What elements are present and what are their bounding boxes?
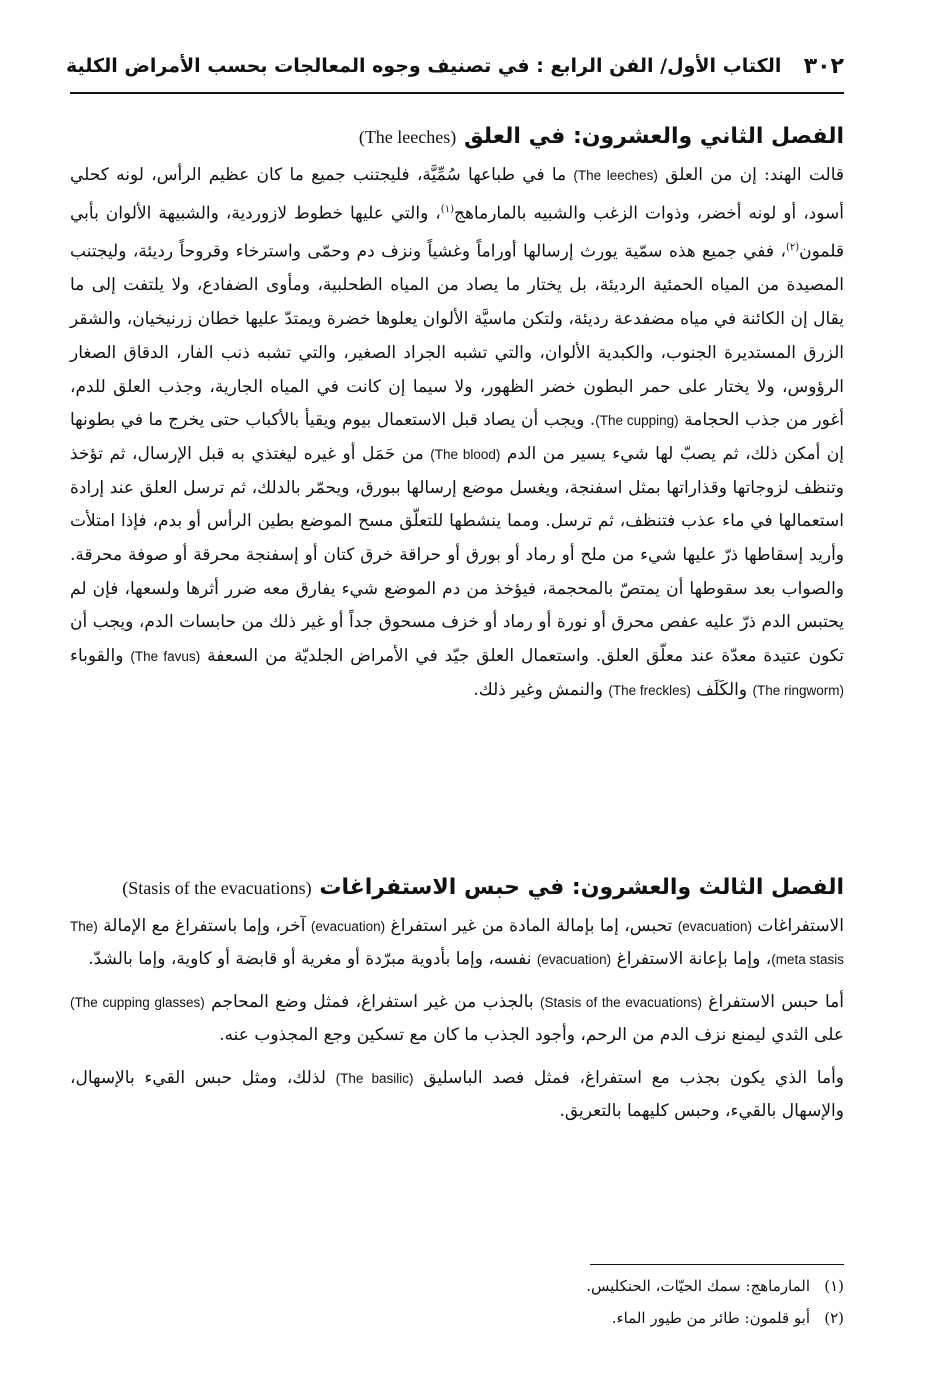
text-run: ، ففي جميع هذه سمّية يورث إرسالها أوراماً وغشياً ونزف دم وحمّى واسترخاء وقروحاً رديئة، وليجتنب المصيدة من المياه الحمئية الرديئة، بل يختار ما يصاد من المياه الطحلبية، ومأوى الضفادع، ولا يلتفت إلى ما يقال إن الكائنة في مياه مضفدعة رديئة، ولتكن ماسيَّة الألوان يعلوها خضرة ويمتدّ عليها خطان زرنيخيان، والشقر الزرق المستديرة الجنوب، والكبدية الألوان، والتي تشبه الجراد الصغير، والتي تشبه ذنب الفار، الدقاق الصغار الرؤوس، ولا يختار على حمر البطون خضر الظهور، ولا سيما إن كانت في المياه الجارية، وجذب العلق للدم، أغور من جذب الحجامة xyxy=(70,241,844,431)
footnotes xyxy=(70,1270,844,1334)
text-run: . ويجب أن يصاد قبل الاستعمال بيوم ويقيأ بالأكباب حتى يخرج ما في بطونها إن أمكن ذلك، ثم يصبّ لها شيء يسير من الدم xyxy=(70,410,845,464)
text-run: ما في طباعها سُمِّيَّة، فليجتنب جميع ما كان عظيم الرأس، لونه كحلي أسود، أو لونه أخضر، وذوات الزغب والشبيه بالمارماهج xyxy=(70,165,845,224)
footnote-2 xyxy=(70,1302,844,1334)
english-term: (The meta stasis) xyxy=(70,919,844,967)
text-run: على الثدي ليمنع نزف الدم من الرحم، وأجود الجذب ما كان مع تسكين وجع المجذوب عنه. xyxy=(219,1025,844,1045)
english-term: (The cupping) xyxy=(595,413,679,429)
english-term: (The favus) xyxy=(130,649,201,665)
footnote-1 xyxy=(70,1270,844,1302)
text-run: تحبس، إما بإمالة المادة من غير استفراغ xyxy=(385,916,678,936)
text-run: بالجذب من غير استفراغ، فمثل وضع المحاجم xyxy=(204,992,540,1012)
footnote-ref[interactable]: (١) xyxy=(440,203,454,215)
running-title: الكتاب الأول/ الفن الرابع : في تصنيف وجوه المعالجات بحسب الأمراض الكلية xyxy=(66,55,782,77)
chapter-title xyxy=(70,115,844,159)
english-term: (Stasis of the evacuations) xyxy=(539,995,702,1010)
english-term: (The cupping glasses) xyxy=(70,995,205,1010)
paragraph xyxy=(70,1062,844,1128)
text-run: وأما الذي يكون بجذب مع استفراغ، فمثل فصد الباسليق xyxy=(413,1068,844,1088)
english-term: (The freckles) xyxy=(608,682,691,698)
chapter-title-arabic: الفصل الثاني والعشرون: في العلق xyxy=(463,124,844,149)
chapter-22 xyxy=(70,115,844,708)
chapter-title-english: (The leeches) xyxy=(358,127,457,147)
english-term: (evacuation) xyxy=(677,919,752,934)
header-rule xyxy=(70,92,844,94)
english-term: (evacuation) xyxy=(536,952,612,967)
english-term: (The basilic) xyxy=(335,1071,414,1086)
chapter-title-arabic: الفصل الثالث والعشرون: في حبس الاستفراغات xyxy=(319,875,844,900)
text-run: نفسه، وإما بأدوية مبرّدة أو مغرية أو قابضة أو كاوية، وإما بالشدّ. xyxy=(88,949,537,969)
running-header xyxy=(66,44,844,88)
text-run: آخر، وإما باستفراغ مع الإمالة xyxy=(97,916,311,936)
text-run: ، والتي عليها خطوط لازوردية، والشبيهة الألوان بأبي قلمون xyxy=(70,203,844,262)
text-run: أما حبس الاستفراغ xyxy=(701,992,845,1012)
text-run: والقوباء xyxy=(70,646,131,667)
text-run: والكَلَف xyxy=(690,679,753,700)
text-run: قالت الهند: إن من العلق xyxy=(657,165,845,185)
footnote-number: (١) xyxy=(824,1277,844,1295)
english-term: (The leeches) xyxy=(573,168,658,183)
chapter-title xyxy=(70,866,844,910)
footnote-text: المارماهج: سمك الحيّات، الحنكليس. xyxy=(586,1277,810,1295)
text-run: الاستفراغات xyxy=(752,916,844,936)
page-number: ٣٠٢ xyxy=(803,53,844,79)
footnote-ref[interactable]: (٢) xyxy=(785,242,800,254)
footnote-number: (٢) xyxy=(824,1309,844,1327)
chapter-title-english: (Stasis of the evacuations) xyxy=(122,878,312,898)
footnote-text: أبو قلمون: طائر من طيور الماء. xyxy=(611,1309,810,1327)
english-term: (The blood) xyxy=(430,446,501,462)
english-term: (evacuation) xyxy=(310,919,386,934)
text-run: ، وإما بإعانة الاستفراغ xyxy=(611,949,772,969)
paragraph xyxy=(70,910,844,976)
english-term: (The ringworm) xyxy=(752,682,844,698)
text-run: والنمش وغير ذلك. xyxy=(473,679,609,700)
chapter-body xyxy=(70,159,844,708)
text-run: من حَمَل أو غيره ليغتذي به قبل الإرسال، ثم تؤخذ وتنظف لزوجاتها وقذاراتها بمثل اسفنجة، ويغسل موضع إرسالها ببورق، ويحمّر بالدلك، ثم ترسل العلق عند إرادة استعمالها في ماء عذب فتنظف، ثم ترسل. ومما ينشطها للتعلّق مسح الموضع بطين الرأس أو بدم، فإذا امتلأت وأريد إسقاطها ذرّ عليها شيء من ملح أو رماد أو بورق أو حراقة خرق كتان أو إسفنجة محرقة أو صوفة محرقة. والصواب بعد سقوطها أن يمتصّ بالمحجمة، فيؤخذ من دم الموضع شيء يفارق معه ضرر أثرها ولسعها، فإن لم يحتبس الدم ذرّ عليه عفص محرق أو نورة أو رماد أو خزف مسحوق جداً أو غير ذلك من حابسات الدم، ويجب أن تكون عتيدة معدّة عند معلّق العلق. واستعمال العلق جيّد في الأمراض الجلديّة من السعفة xyxy=(70,443,844,667)
footnote-rule xyxy=(590,1264,844,1265)
paragraph xyxy=(70,986,844,1052)
chapter-23 xyxy=(70,866,844,1128)
text-run: لذلك، ومثل حبس القيء بالإسهال، والإسهال بالقيء، وحبس كليهما بالتعريق. xyxy=(70,1068,844,1121)
